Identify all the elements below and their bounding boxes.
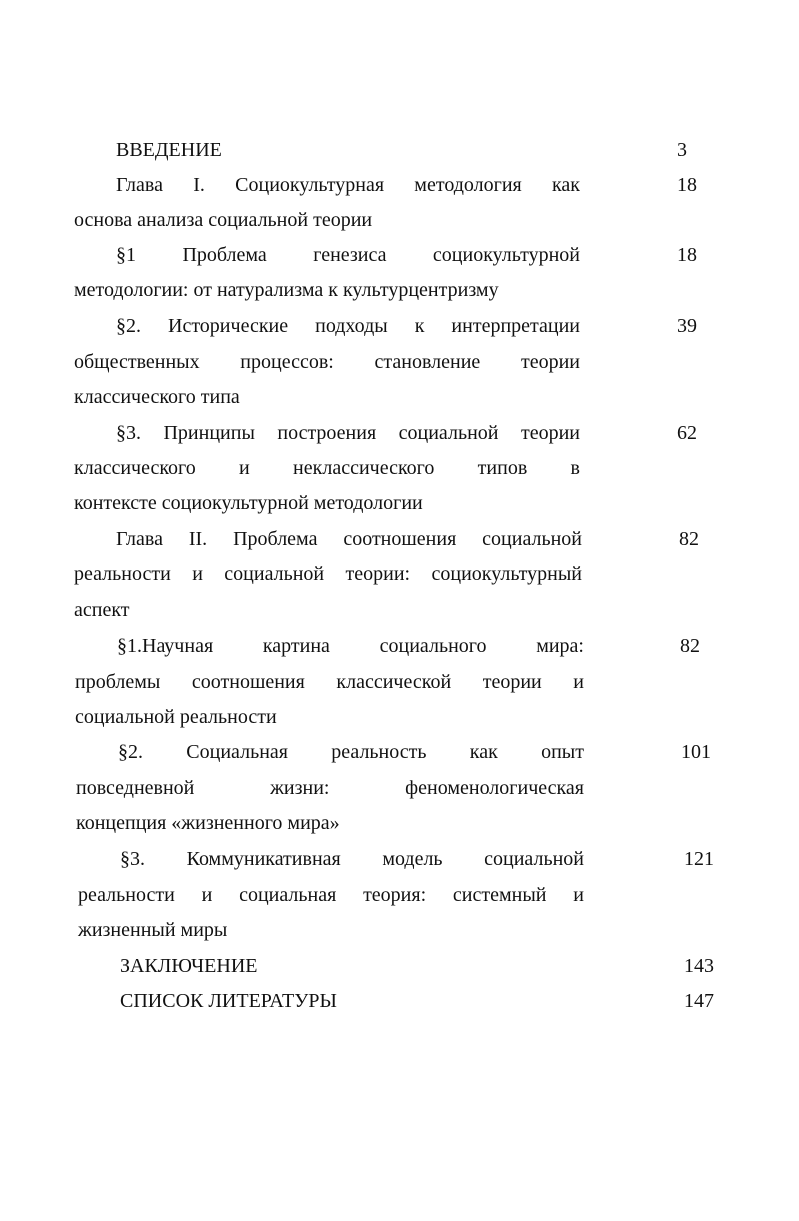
toc-entry-title: ВВЕДЕНИЕ [116, 139, 222, 161]
toc-entry-title: СПИСОК ЛИТЕРАТУРЫ [120, 990, 337, 1012]
toc-entry-title-continued: методологии: от натурализма к культурцентризму [74, 279, 499, 301]
toc-entry-title: ЗАКЛЮЧЕНИЕ [120, 955, 258, 977]
toc-entry-title-continued: жизненный миры [78, 919, 228, 941]
toc-entry-title: §1 Проблема генезиса социокультурной [116, 244, 580, 266]
toc-entry-title: §1.Научная картина социального мира: [117, 635, 584, 657]
toc-entry-title-continued: классического типа [74, 386, 240, 408]
toc-entry-title: Глава II. Проблема соотношения социальной [116, 528, 582, 550]
toc-entry-title-continued: реальности и социальной теории: социокультурный [74, 563, 582, 585]
toc-entry-title: Глава I. Социокультурная методология как [116, 174, 580, 196]
toc-entry-title-continued: повседневной жизни: феноменологическая [76, 777, 584, 799]
toc-entry-title-continued: контексте социокультурной методологии [74, 492, 423, 514]
toc-page-number: 62 [677, 422, 697, 444]
toc-page-number: 147 [684, 990, 714, 1012]
toc-entry-title: §3. Принципы построения социальной теории [116, 422, 580, 444]
toc-page-number: 18 [677, 174, 697, 196]
toc-entry-title: §3. Коммуникативная модель социальной [120, 848, 584, 870]
toc-entry-title-continued: классического и неклассического типов в [74, 457, 580, 479]
toc-page-number: 101 [681, 741, 711, 763]
toc-entry-title: §2. Социальная реальность как опыт [118, 741, 584, 763]
toc-entry-title-continued: аспект [74, 599, 130, 621]
toc-page-number: 143 [684, 955, 714, 977]
toc-page-number: 82 [679, 528, 699, 550]
toc-entry-title-continued: социальной реальности [75, 706, 277, 728]
toc-entry-title-continued: общественных процессов: становление теории [74, 351, 580, 373]
toc-page-number: 82 [680, 635, 700, 657]
toc-entry-title-continued: проблемы соотношения классической теории и [75, 671, 584, 693]
toc-entry-title-continued: концепция «жизненного мира» [76, 812, 340, 834]
toc-page-number: 3 [677, 139, 687, 161]
toc-page-number: 18 [677, 244, 697, 266]
toc-page-number: 39 [677, 315, 697, 337]
toc-entry-title: §2. Исторические подходы к интерпретации [116, 315, 580, 337]
toc-entry-title-continued: основа анализа социальной теории [74, 209, 373, 231]
toc-entry-title-continued: реальности и социальная теория: системный и [78, 884, 584, 906]
toc-page-number: 121 [684, 848, 714, 870]
